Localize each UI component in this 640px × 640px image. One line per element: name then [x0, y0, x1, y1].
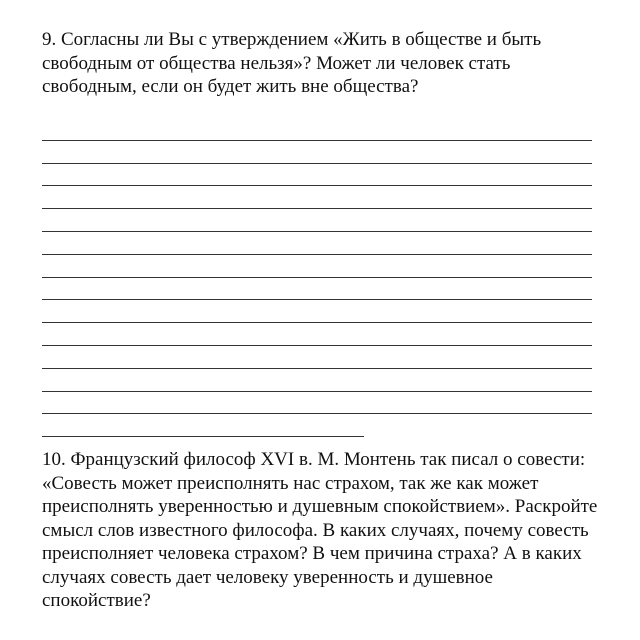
answer-line[interactable]	[42, 278, 592, 301]
question-10: 10. Французский философ XVI в. М. Монтень так писал о совести: «Совесть может преисполнять нас страхом, так же как может преисполнять уверенностью и душевным спокойствием». Раскройте смысл слов известного философа. В каких случаях, почему совесть преисполняет человека страхом? В чем причина страха? А в каких случаях совесть дает человеку уверенность и душевное спокойствие?	[42, 449, 598, 611]
question-9: 9. Согласны ли Вы с утверждением «Жить в обществе и быть свободным от общества нельзя»? Может ли человек стать свободным, если он будет жить вне общества?	[42, 29, 542, 97]
answer-line[interactable]	[42, 392, 592, 415]
answer-line-short[interactable]	[42, 414, 364, 437]
answer-line[interactable]	[42, 209, 592, 232]
answer-line[interactable]	[42, 300, 592, 323]
answer-lines-question-9[interactable]	[42, 118, 592, 437]
answer-line[interactable]	[42, 232, 592, 255]
answer-line[interactable]	[42, 255, 592, 278]
answer-line[interactable]	[42, 323, 592, 346]
answer-line[interactable]	[42, 164, 592, 187]
answer-line[interactable]	[42, 346, 592, 369]
answer-line[interactable]	[42, 369, 592, 392]
answer-line[interactable]	[42, 118, 592, 141]
answer-line[interactable]	[42, 141, 592, 164]
answer-line[interactable]	[42, 186, 592, 209]
